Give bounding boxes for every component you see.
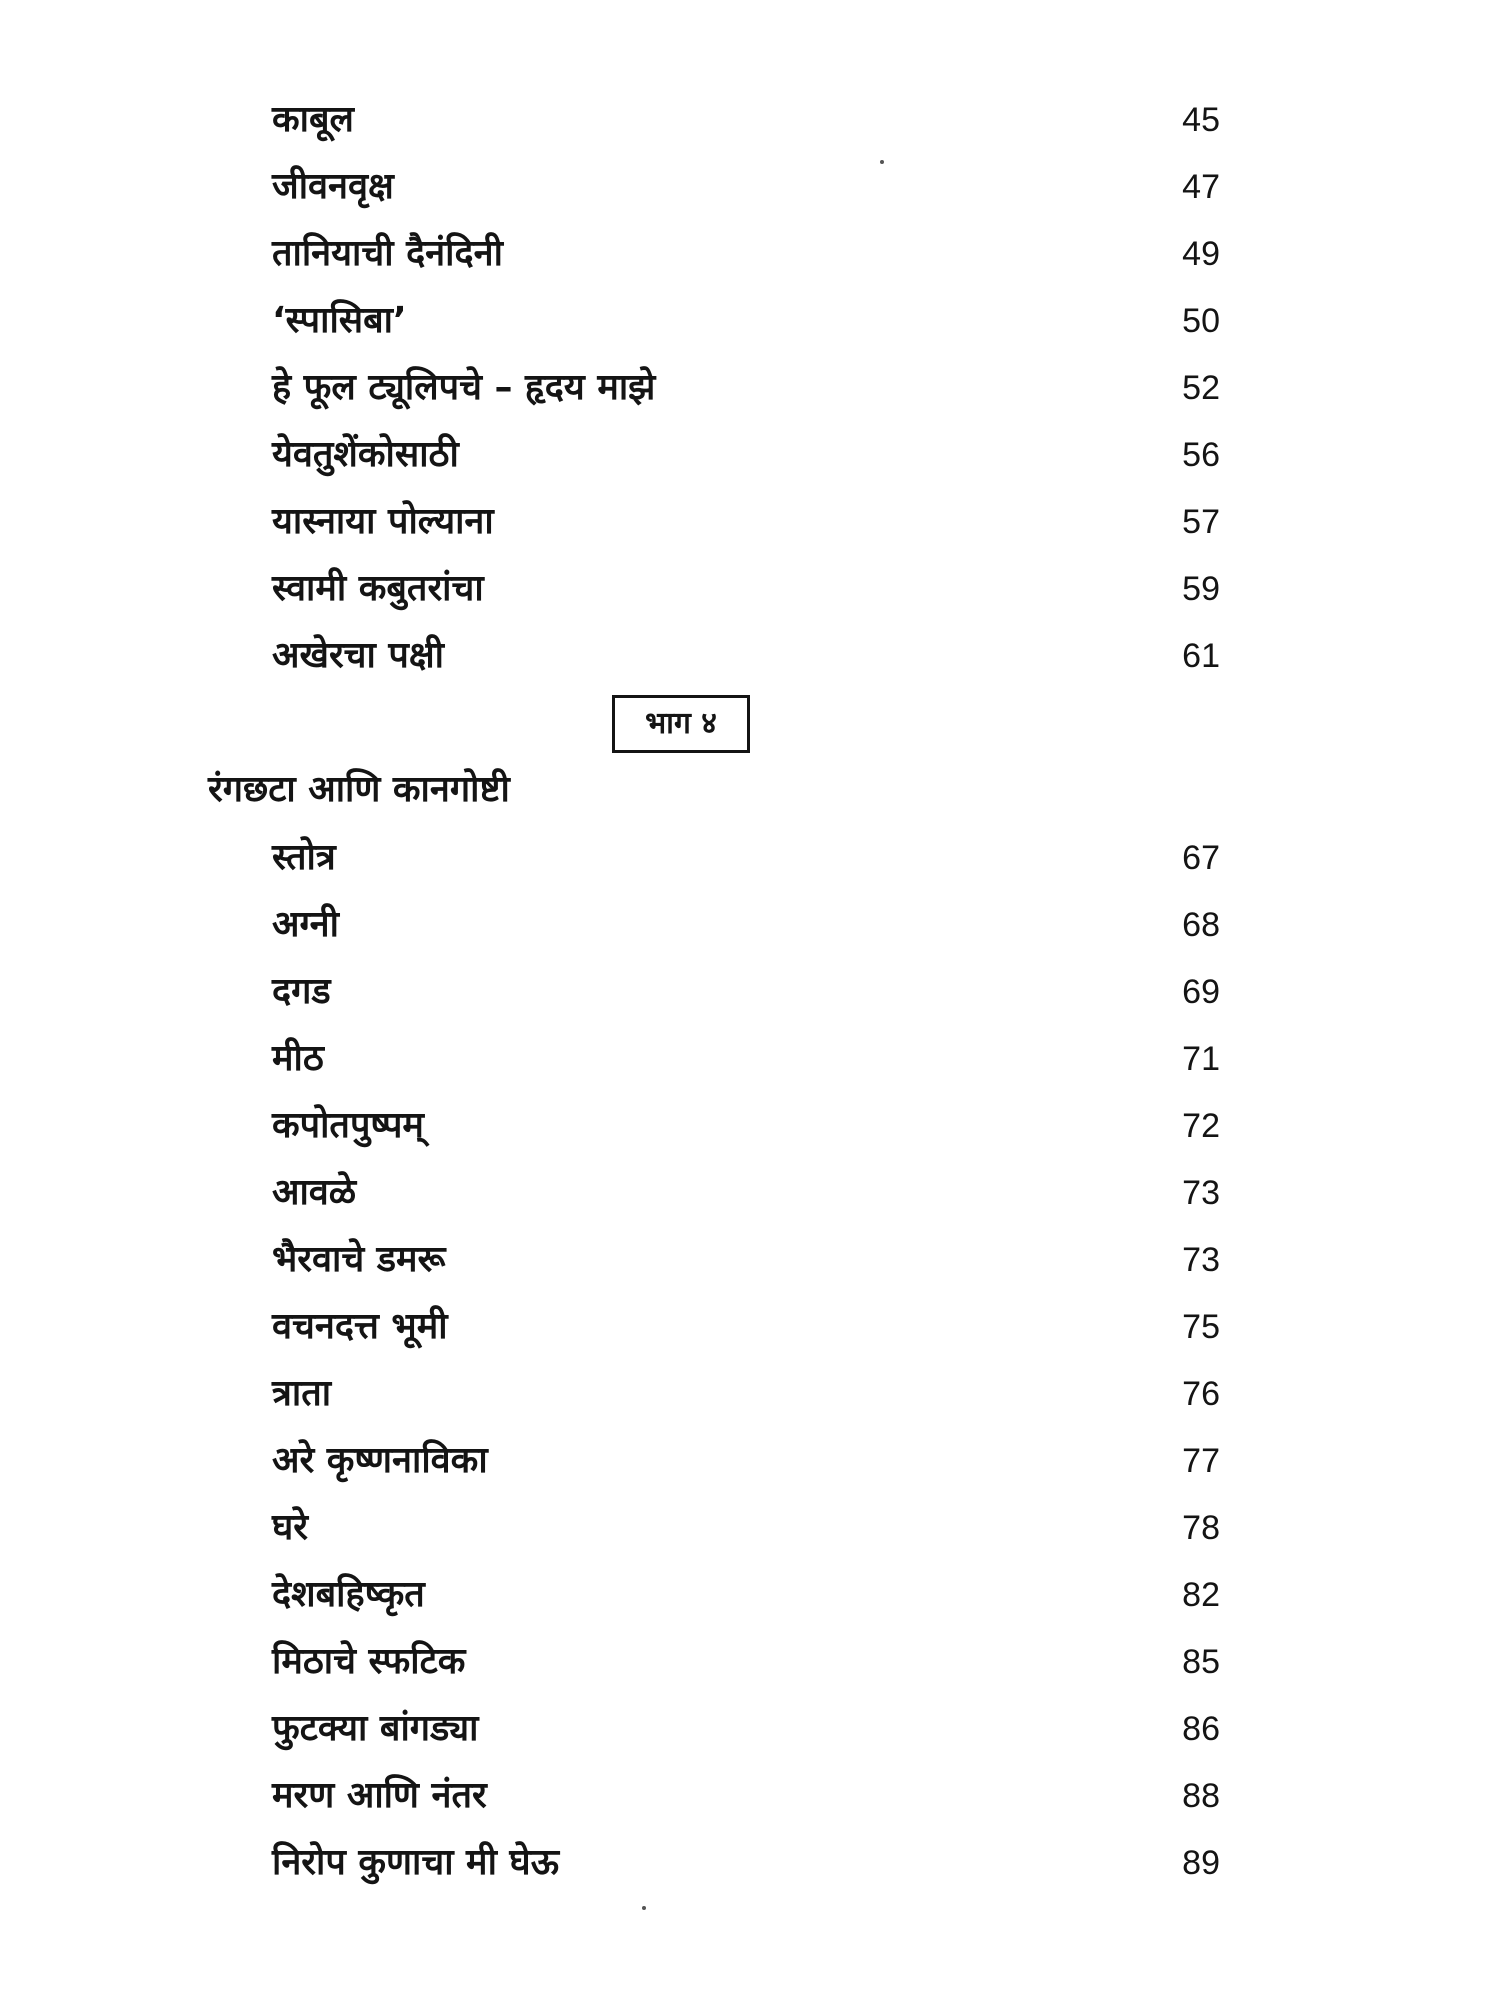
toc-entry-title: स्वामी कबुतरांचा: [272, 568, 484, 609]
toc-entry-page: 75: [1182, 1308, 1220, 1346]
toc-entry-title: फुटक्या बांगड्या: [272, 1708, 479, 1749]
toc-entry-title: आवळे: [272, 1172, 357, 1213]
toc-entry-title: देशबहिष्कृत: [272, 1574, 425, 1615]
toc-entry: [0, 1565, 1500, 1625]
scan-speck: [642, 1906, 646, 1910]
toc-entry-page: 73: [1182, 1241, 1220, 1279]
toc-entry-page: 49: [1182, 235, 1220, 273]
toc-entry: [0, 1230, 1500, 1290]
toc-entry: [0, 626, 1500, 686]
toc-entry-title: मीठ: [272, 1038, 324, 1079]
toc-entry-title: त्राता: [272, 1373, 332, 1414]
toc-entry: [0, 1766, 1500, 1826]
part-label-box: भाग ४: [612, 695, 750, 753]
toc-entry: [0, 291, 1500, 351]
toc-entry-title: मरण आणि नंतर: [272, 1775, 487, 1816]
toc-entry-title: अरे कृष्णनाविका: [272, 1440, 488, 1481]
toc-entry-page: 57: [1182, 503, 1220, 541]
toc-entry: [0, 1297, 1500, 1357]
toc-entry: [0, 559, 1500, 619]
toc-entry-page: 78: [1182, 1509, 1220, 1547]
toc-entry-page: 89: [1182, 1844, 1220, 1882]
toc-entry-page: 47: [1182, 168, 1220, 206]
toc-entry: [0, 492, 1500, 552]
toc-entry-title: अग्नी: [272, 904, 339, 945]
toc-entry-title: काबूल: [272, 99, 354, 140]
toc-entry-title: तानियाची दैनंदिनी: [272, 233, 503, 274]
toc-entry: [0, 157, 1500, 217]
toc-entry: [0, 1096, 1500, 1156]
toc-entry: [0, 224, 1500, 284]
toc-entry-page: 61: [1182, 637, 1220, 675]
toc-entry: [0, 1163, 1500, 1223]
toc-entry: [0, 828, 1500, 888]
toc-entry-page: 86: [1182, 1710, 1220, 1748]
toc-entry-page: 77: [1182, 1442, 1220, 1480]
toc-entry-page: 82: [1182, 1576, 1220, 1614]
section-heading: रंगछटा आणि कानगोष्टी: [208, 769, 510, 810]
toc-entry: [0, 358, 1500, 418]
toc-entry-page: 76: [1182, 1375, 1220, 1413]
toc-entry-title: ‘स्पासिबा’: [272, 300, 407, 341]
toc-entry-page: 45: [1182, 101, 1220, 139]
toc-entry-title: यास्नाया पोल्याना: [272, 501, 494, 542]
toc-entry-title: हे फूल ट्यूलिपचे – हृदय माझे: [272, 367, 656, 408]
toc-entry-title: स्तोत्र: [272, 837, 336, 878]
toc-entry-title: कपोतपुष्पम्: [272, 1105, 424, 1146]
toc-entry: [0, 1364, 1500, 1424]
toc-entry-page: 73: [1182, 1174, 1220, 1212]
toc-entry-title: वचनदत्त भूमी: [272, 1306, 448, 1347]
toc-entry: [0, 425, 1500, 485]
toc-entry: [0, 1431, 1500, 1491]
toc-entry-page: 69: [1182, 973, 1220, 1011]
toc-entry-title: मिठाचे स्फटिक: [272, 1641, 466, 1682]
toc-entry-title: भैरवाचे डमरू: [272, 1239, 446, 1280]
toc-entry-title: येवतुशेंकोसाठी: [272, 434, 459, 475]
toc-entry-page: 85: [1182, 1643, 1220, 1681]
toc-entry: [0, 962, 1500, 1022]
toc-entry: [0, 1498, 1500, 1558]
toc-entry-page: 67: [1182, 839, 1220, 877]
toc-entry-page: 50: [1182, 302, 1220, 340]
toc-entry-title: जीवनवृक्ष: [272, 166, 394, 207]
toc-entry-title: अखेरचा पक्षी: [272, 635, 444, 676]
toc-entry: [0, 1029, 1500, 1089]
toc-entry: [0, 895, 1500, 955]
toc-entry: [0, 1699, 1500, 1759]
toc-entry-title: घरे: [272, 1507, 308, 1548]
scan-speck: [880, 160, 884, 164]
toc-entry-title: दगड: [272, 971, 331, 1012]
toc-entry: [0, 1833, 1500, 1893]
toc-entry: [0, 90, 1500, 150]
toc-entry-page: 88: [1182, 1777, 1220, 1815]
toc-entry: [0, 1632, 1500, 1692]
toc-entry-page: 56: [1182, 436, 1220, 474]
toc-entry-page: 72: [1182, 1107, 1220, 1145]
toc-entry-title: निरोप कुणाचा मी घेऊ: [272, 1842, 559, 1883]
toc-entry-page: 71: [1182, 1040, 1220, 1078]
toc-entry-page: 59: [1182, 570, 1220, 608]
toc-entry-page: 52: [1182, 369, 1220, 407]
toc-entry-page: 68: [1182, 906, 1220, 944]
